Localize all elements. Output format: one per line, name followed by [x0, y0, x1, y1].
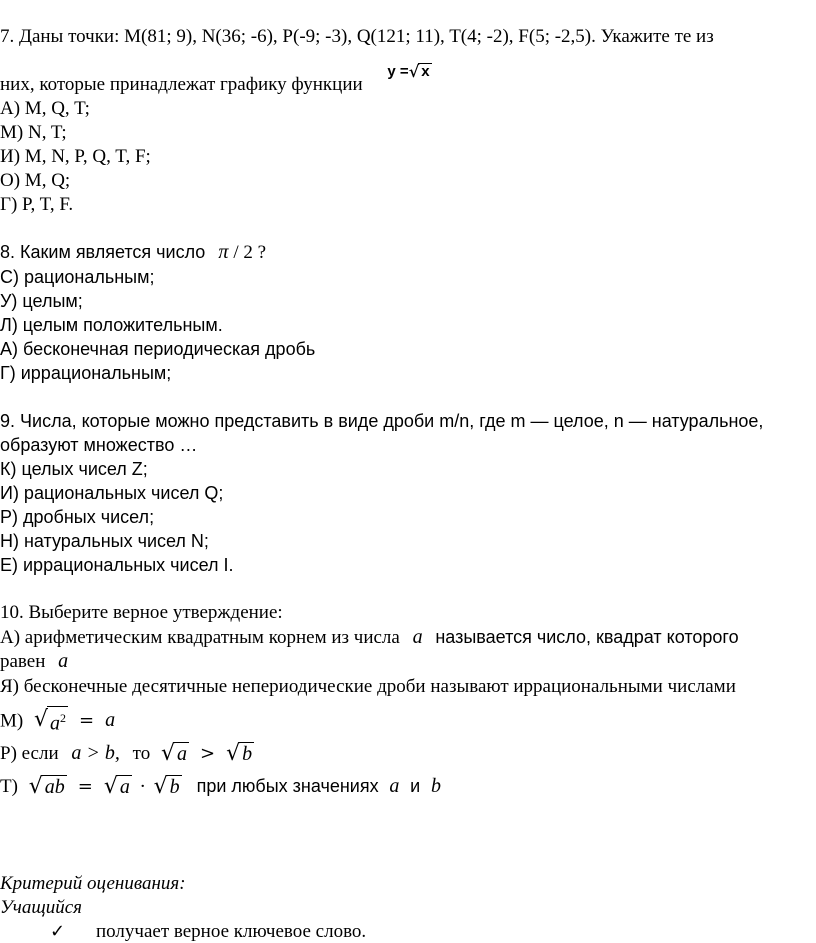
q8-option-a: А) бесконечная периодическая дробь [0, 339, 316, 359]
q9-option-i: И) рациональных чисел Q; [0, 483, 224, 503]
q7-formula-lhs: y = [387, 63, 409, 80]
q10-option-m-exponent: 2 [60, 711, 67, 725]
q10-option-t [0, 772, 441, 801]
q10-option-r-then: то [132, 743, 151, 764]
q8-pi: π [218, 241, 229, 263]
sqrt-icon: √ [408, 62, 420, 82]
q7-option-a: А) M, Q, T; [0, 98, 90, 119]
q10-option-a-text3: равен [0, 651, 46, 672]
q8-question [0, 241, 266, 264]
q10-option-m-rhs: a [105, 709, 116, 732]
criteria-title: Критерий оценивания: [0, 873, 186, 894]
q10-option-r [0, 739, 254, 768]
q9-option-r: Р) дробных чисел; [0, 507, 155, 527]
q7-option-i: И) M, N, P, Q, T, F; [0, 146, 151, 167]
q10-option-t-var1: a [389, 775, 400, 797]
q10-option-t-and: и [410, 776, 421, 796]
q10-option-r-sqrt2: √ b [226, 741, 253, 767]
criteria-student: Учащийся [0, 897, 82, 918]
q10-option-m-sqrt [34, 706, 68, 738]
q10-option-r-gt: > [199, 743, 216, 764]
q8-option-u: У) целым; [0, 291, 83, 311]
sqrt-icon: √ [28, 774, 43, 800]
q9-option-e: Е) иррациональных чисел I. [0, 555, 234, 575]
sqrt-icon: √ [160, 741, 175, 767]
criteria-item: получает верное ключевое слово. [96, 921, 367, 942]
checkmark-icon: ✓ [50, 921, 66, 942]
q10-option-a-var: a [412, 626, 423, 648]
q10-option-r-label: Р) если [0, 743, 59, 764]
q7-formula-radicand: x [418, 63, 431, 80]
q7-line1: 7. Даны точки: M(81; 9), N(36; -6), P(-9; -3), Q(121; 11), T(4; -2), F(5; -2,5). Укажите те из [0, 26, 714, 47]
q10-option-a-text1: А) арифметическим квадратным корнем из числа [0, 627, 400, 648]
q7-line2 [0, 62, 432, 97]
sqrt-icon: √ [103, 774, 118, 800]
q10-option-a-text2: называется число, квадрат которого [435, 627, 739, 647]
q10-option-t-sqrt3: √ b [153, 774, 180, 800]
q10-option-r-cond: a > b, [71, 742, 120, 764]
q7-formula [387, 63, 431, 80]
q8-option-s: С) рациональным; [0, 267, 155, 287]
q8-div: / 2 ? [233, 242, 267, 263]
q7-option-m: М) N, T; [0, 122, 67, 143]
q10-option-t-sqrt2: √ a [103, 774, 130, 800]
q10-option-t-label: Т) [0, 776, 18, 797]
q7-formula-sqrt [409, 61, 432, 83]
q10-option-ya: Я) бесконечные десятичные непериодические дроби называют иррациональными числами [0, 676, 736, 697]
q8-option-g: Г) иррациональным; [0, 363, 172, 383]
q9-line1: 9. Числа, которые можно представить в виде дроби m/n, где m — целое, n — натуральное, [0, 411, 764, 431]
q10-option-a-cont [0, 650, 68, 673]
q10-option-t-eq: = [77, 776, 93, 797]
q10-option-m [0, 706, 115, 738]
q9-option-k: К) целых чисел Z; [0, 459, 148, 479]
q10-option-t-text: при любых значениях [196, 776, 379, 796]
q10-option-m-eq: = [79, 710, 95, 732]
q10-option-a [0, 626, 739, 649]
sqrt-icon: √ [226, 741, 241, 767]
sqrt-icon: √ [33, 707, 49, 732]
q10-option-m-label: М) [0, 710, 24, 732]
q9-option-n: Н) натуральных чисел N; [0, 531, 209, 551]
q7-option-g: Г) P, T, F. [0, 194, 74, 215]
q8-option-l: Л) целым положительным. [0, 315, 223, 335]
q9-line2: образуют множество … [0, 435, 198, 455]
q7-option-o: О) M, Q; [0, 170, 71, 191]
q10-option-t-dot: · [139, 776, 146, 797]
q10-option-t-var2: b [430, 775, 441, 797]
sqrt-icon: √ [153, 774, 168, 800]
q8-prefix: 8. Каким является число [0, 242, 206, 262]
q10-option-m-radicand: $a^2$ [47, 706, 68, 735]
q10-option-t-sqrt1: √ ab [28, 774, 65, 800]
q10-title: 10. Выберите верное утверждение: [0, 602, 283, 623]
q10-option-r-sqrt1: √ a [160, 741, 187, 767]
q7-line2-text: них, которые принадлежат графику функции [0, 74, 363, 95]
q10-option-a-var2: a [58, 650, 69, 672]
